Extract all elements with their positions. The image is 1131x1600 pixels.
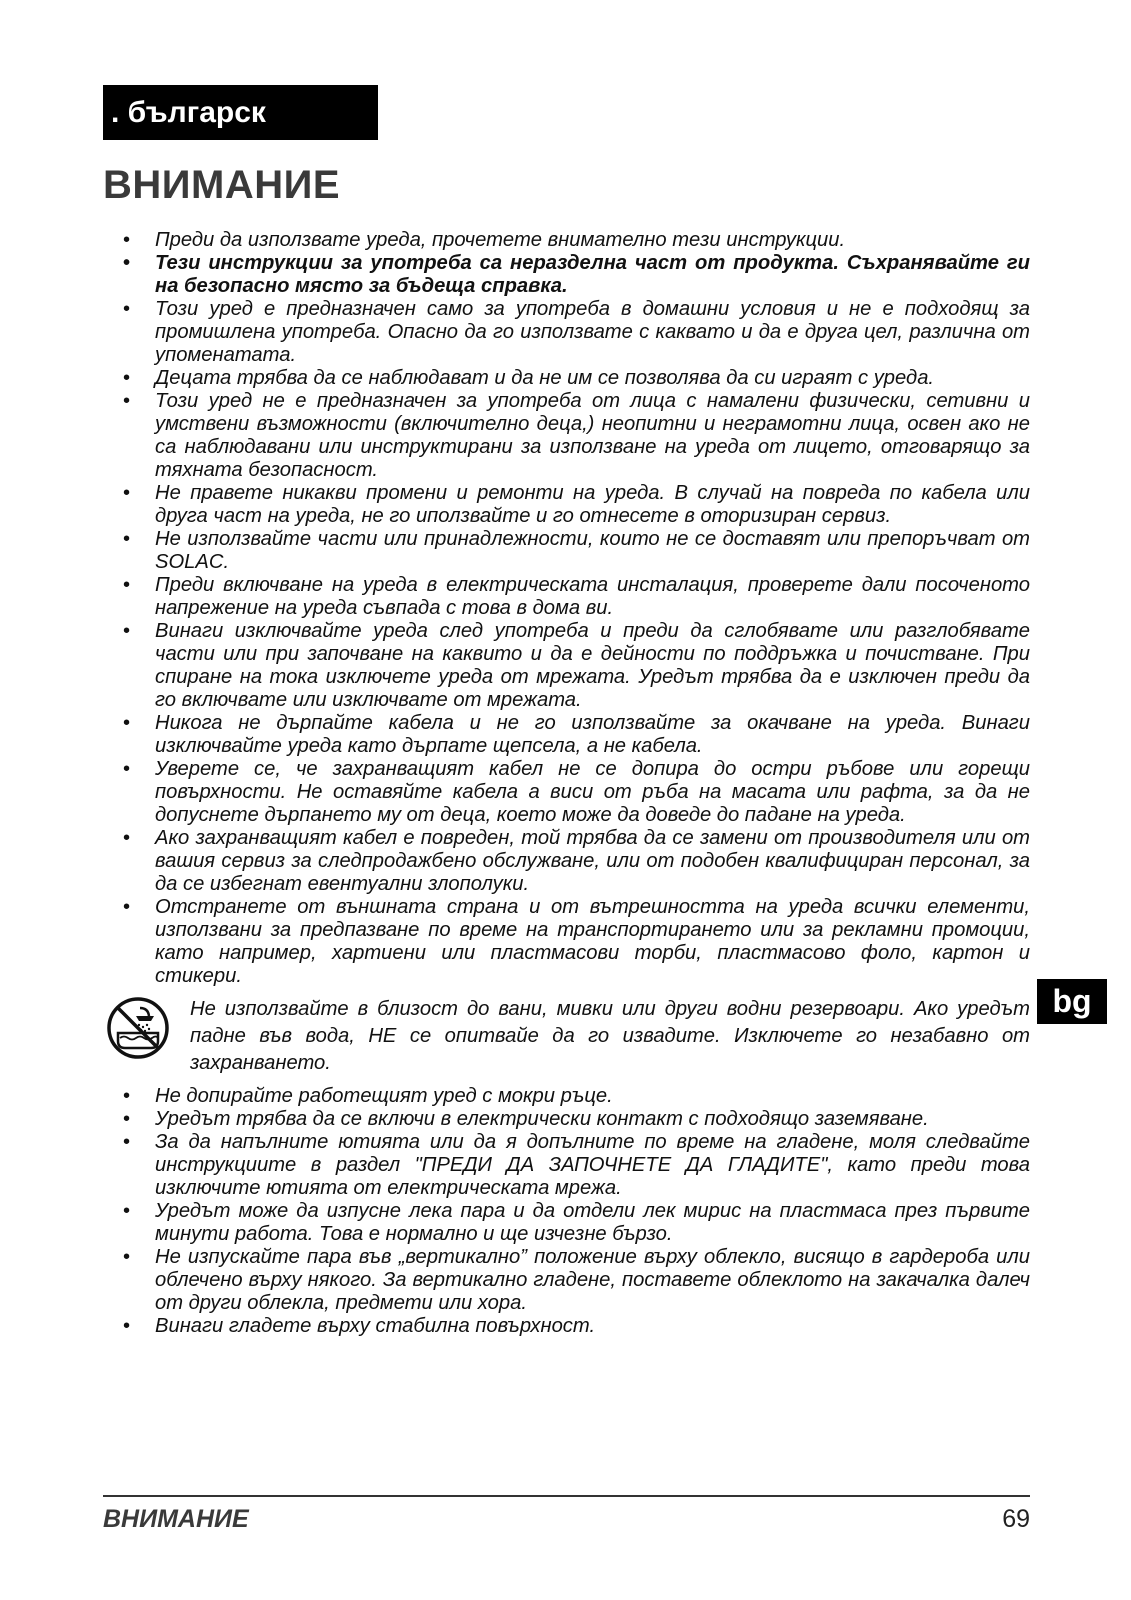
list-item: • Преди да използвате уреда, прочетете внимателно тези инструкции. bbox=[118, 229, 1030, 252]
list-item: • Този уред не е предназначен за употреба от лица с намалени физически, сетивни и умствени възможности (включително деца,) неопитни и неграмотни лица, освен ако не са наблюдавани или инструктирани за използване на уреда от лицето, отговарящо за тяхната безопасност. bbox=[118, 390, 1030, 482]
water-warning-notice bbox=[118, 988, 1030, 1085]
language-side-tab: bg bbox=[1037, 979, 1107, 1024]
footer-title: ВНИМАНИЕ bbox=[103, 1505, 249, 1533]
list-item: • Не изпускайте пара във „вертикално” положение върху облекло, висящо в гардероба или облечено върху някого. За вертикално гладене, поставете облеклото на закачалка далеч от други облекла, предмети или хора. bbox=[118, 1246, 1030, 1315]
list-item: • Уверете се, че захранващият кабел не се допира до остри ръбове или горещи повърхности. Не оставяйте кабела а виси от ръба на масата или рафта, за да не допуснете дърпането му от деца, което може да доведе до падане на уреда. bbox=[118, 758, 1030, 827]
notice-text: Не използвайте в близост до вани, мивки или други водни резервоари. Ако уредът падне във вода, НЕ се опитвайе да го извадите. Изключете го незабавно от захранването. bbox=[190, 998, 1030, 1074]
list-item: • Уредът може да изпусне лека пара и да отдели лек мирис на пластмаса през първите минути работа. Това е нормално и ще изчезне бързо. bbox=[118, 1200, 1030, 1246]
footer-divider bbox=[103, 1495, 1030, 1497]
list-item: • Тези инструкции за употреба са неразделна част от продукта. Съхранявайте ги на безопасно място за бъдеща справка. bbox=[118, 252, 1030, 298]
list-item: • Не правете никакви промени и ремонти на уреда. В случай на повреда по кабела или друга част на уреда, не го иползвайте и го отнесете в оторизиран сервиз. bbox=[118, 482, 1030, 528]
list-item: • Отстранете от външната страна и от вътрешността на уреда всички елементи, използвани за предпазване по време на транспортирането или за рекламни промоции, като например, хартиени или пластмасови торби, пластмасово фоло, картон и стикери. bbox=[118, 896, 1030, 988]
warning-list bbox=[118, 229, 1030, 1338]
list-item: • Винаги гладете върху стабилна повърхност. bbox=[118, 1315, 1030, 1338]
page-title: ВНИМАНИЕ bbox=[103, 163, 341, 207]
list-item: • Децата трябва да се наблюдават и да не им се позволява да си играят с уреда. bbox=[118, 367, 1030, 390]
list-item: • Никога не дърпайте кабела и не го използвайте за окачване на уреда. Винаги изключвайте уреда като дърпате щепсела, а не кабела. bbox=[118, 712, 1030, 758]
no-water-icon bbox=[106, 996, 170, 1060]
list-item: • Винаги изключвайте уреда след употреба и преди да сглобявате или разглобявате части или при започване на каквито и да е дейности по поддръжка и почистване. При спиране на тока изключете уреда от мрежата. Уредът трябва да е изключен преди да го включвате или изключвате от мрежата. bbox=[118, 620, 1030, 712]
language-header: . българск bbox=[103, 85, 378, 140]
list-item: • Не допирайте работещият уред с мокри ръце. bbox=[118, 1085, 1030, 1108]
list-item: • Ако захранващият кабел е повреден, той трябва да се замени от производителя или от вашия сервиз за следпродажбено обслужване, или от подобен квалифициран персонал, за да се избегнат евентуални злополуки. bbox=[118, 827, 1030, 896]
list-item: • Не използвайте части или принадлежности, които не се доставят или препоръчват от SOLAC. bbox=[118, 528, 1030, 574]
list-item: • Този уред е предназначен само за употреба в домашни условия и не е подходящ за промишлена употреба. Опасно да го използвате с каквато и да е друга цел, различна от упоменатата. bbox=[118, 298, 1030, 367]
page-number: 69 bbox=[1002, 1505, 1030, 1533]
list-item: • Уредът трябва да се включи в електрически контакт с подходящо заземяване. bbox=[118, 1108, 1030, 1131]
list-item: • Преди включване на уреда в електрическата инсталация, проверете дали посоченото напрежение на уреда съвпада с това в дома ви. bbox=[118, 574, 1030, 620]
list-item: • За да напълните ютията или да я допълните по време на гладене, моля следвайте инструкциите в раздел "ПРЕДИ ДА ЗАПОЧНЕТЕ ДА ГЛАДИТЕ", като преди това изключите ютията от електрическата мрежа. bbox=[118, 1131, 1030, 1200]
